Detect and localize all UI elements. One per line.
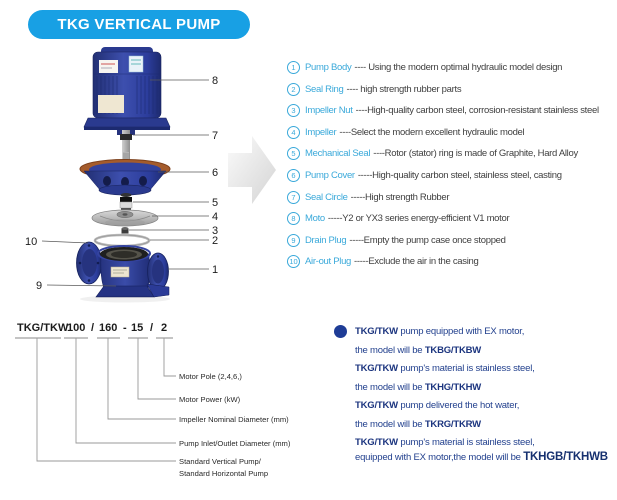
label-motor-power: Motor Power (kW) [179, 395, 241, 404]
part-desc: -----High strength Rubber [350, 191, 450, 203]
connector-lines [37, 338, 176, 461]
label-standard-vertical: Standard Vertical Pump/ [179, 457, 261, 466]
note-text: pump equipped with EX motor, [397, 326, 525, 337]
parts-list-item [287, 147, 615, 160]
model-code-diagram [0, 315, 350, 490]
model-token-slash1: / [91, 322, 95, 334]
note-bold: TKG/TKW [355, 363, 398, 374]
note-line [355, 437, 613, 450]
part-desc: ---- high strength rubber parts [346, 83, 462, 95]
note-line [355, 326, 613, 339]
model-token-inlet: 100 [67, 322, 86, 334]
note-bold: TKG/TKW [355, 437, 398, 448]
callout-6: 6 [212, 167, 219, 179]
arrow-right-icon [228, 136, 276, 204]
model-token-pole: 2 [161, 322, 168, 334]
part-desc: ---- Using the modern optimal hydraulic model design [354, 62, 563, 73]
note-model: TKHG/TKHW [424, 381, 482, 393]
note-line [355, 363, 613, 376]
bullet-icon [334, 325, 347, 338]
part-name: Pump Body [305, 62, 352, 73]
circled-number-icon: 3 [287, 104, 300, 117]
label-inlet-outlet: Pump Inlet/Outlet Diameter (mm) [179, 439, 291, 448]
note-text: equipped with EX motor,the model will be [355, 451, 524, 463]
note-line [355, 345, 613, 358]
label-impeller-diameter: Impeller Nominal Diameter (mm) [179, 415, 289, 424]
part-name: Pump Cover [305, 169, 355, 181]
note-text: pump's material is stainless steel, [397, 437, 535, 448]
parts-list-item [287, 126, 615, 139]
pump-cover-illustration [80, 160, 170, 196]
model-notes [355, 326, 613, 470]
page-title: TKG VERTICAL PUMP [57, 16, 221, 33]
callout-5: 5 [212, 197, 219, 209]
part-name: Seal Ring [305, 83, 344, 95]
parts-list-item [287, 104, 615, 117]
part-name: Impeller [305, 126, 337, 138]
mechanical-seal-illustration [120, 193, 132, 212]
circled-number-icon: 4 [287, 126, 300, 139]
callout-3: 3 [212, 225, 219, 237]
circled-number-icon: 8 [287, 212, 300, 225]
parts-list [287, 61, 615, 277]
part-name: Mechanical Seal [305, 148, 371, 160]
shaft-illustration [117, 130, 135, 160]
model-token-dash: - [123, 322, 127, 334]
note-line [355, 451, 613, 465]
note-line [355, 400, 613, 413]
pump-exploded-diagram [0, 40, 310, 310]
motor-illustration [84, 47, 170, 130]
part-name: Drain Plug [305, 234, 347, 246]
note-text: pump delivered the hot water, [397, 400, 520, 411]
note-bold: TKG/TKW [355, 400, 398, 411]
circled-number-icon: 6 [287, 169, 300, 182]
part-desc: ----High-quality carbon steel, corrosion-resistant stainless steel [355, 105, 599, 117]
note-line [355, 419, 613, 432]
circled-number-icon: 5 [287, 147, 300, 160]
motor-nameplate [99, 60, 118, 73]
parts-list-item [287, 234, 615, 247]
callout-1: 1 [212, 264, 219, 276]
circled-number-icon: 2 [287, 83, 300, 96]
note-text: the model will be [355, 381, 425, 393]
parts-list-item [287, 169, 615, 182]
note-model: TKRG/TKRW [424, 418, 481, 430]
model-token-slash2: / [150, 322, 154, 334]
label-motor-pole: Motor Pole (2,4,6,) [179, 372, 242, 381]
model-token-series: TKG/TKW [17, 322, 69, 334]
circled-number-icon: 9 [287, 234, 300, 247]
part-desc: -----Y2 or YX3 series energy-efficient V1 motor [327, 213, 510, 225]
parts-list-item [287, 83, 615, 96]
note-text: the model will be [355, 418, 425, 430]
part-desc: ----Select the modern excellent hydraulic model [339, 126, 525, 138]
note-model: TKBG/TKBW [424, 344, 482, 356]
motor-plate [98, 95, 124, 113]
parts-list-item [287, 191, 615, 204]
callout-9: 9 [36, 280, 43, 292]
callout-2: 2 [212, 235, 219, 247]
model-token-impeller: 160 [99, 322, 118, 334]
part-desc: ----Rotor (stator) ring is made of Graphite, Hard Alloy [373, 148, 578, 160]
part-desc: -----Empty the pump case once stopped [349, 234, 506, 246]
parts-list-item [287, 61, 615, 74]
part-name: Air-out Plug [305, 256, 352, 268]
note-line [355, 382, 613, 395]
parts-list-item [287, 255, 615, 268]
note-text: pump's material is stainless steel, [397, 363, 535, 374]
callout-8: 8 [212, 75, 219, 87]
part-name: Moto [305, 213, 325, 225]
pump-body-illustration [77, 242, 171, 303]
impeller-illustration [92, 210, 158, 226]
parts-list-item [287, 212, 615, 225]
model-token-power: 15 [131, 322, 144, 334]
callout-7: 7 [212, 130, 219, 142]
note-model: TKHGB/TKHWB [523, 450, 608, 463]
part-name: Seal Circle [305, 191, 348, 203]
circled-number-icon: 10 [287, 255, 300, 268]
page-title-banner [28, 10, 250, 39]
part-name: Impeller Nut [305, 105, 353, 117]
note-bold: TKG/TKW [355, 326, 398, 337]
callout-4: 4 [212, 211, 219, 223]
part-desc: -----Exclude the air in the casing [354, 256, 479, 268]
label-standard-horizontal: Standard Horizontal Pump [179, 469, 269, 478]
part-desc: -----High-quality carbon steel, stainless steel, casting [357, 169, 562, 181]
circled-number-icon: 1 [287, 61, 300, 74]
circled-number-icon: 7 [287, 191, 300, 204]
impeller-nut-illustration [122, 227, 129, 234]
note-text: the model will be [355, 344, 425, 356]
callout-10: 10 [25, 236, 38, 248]
